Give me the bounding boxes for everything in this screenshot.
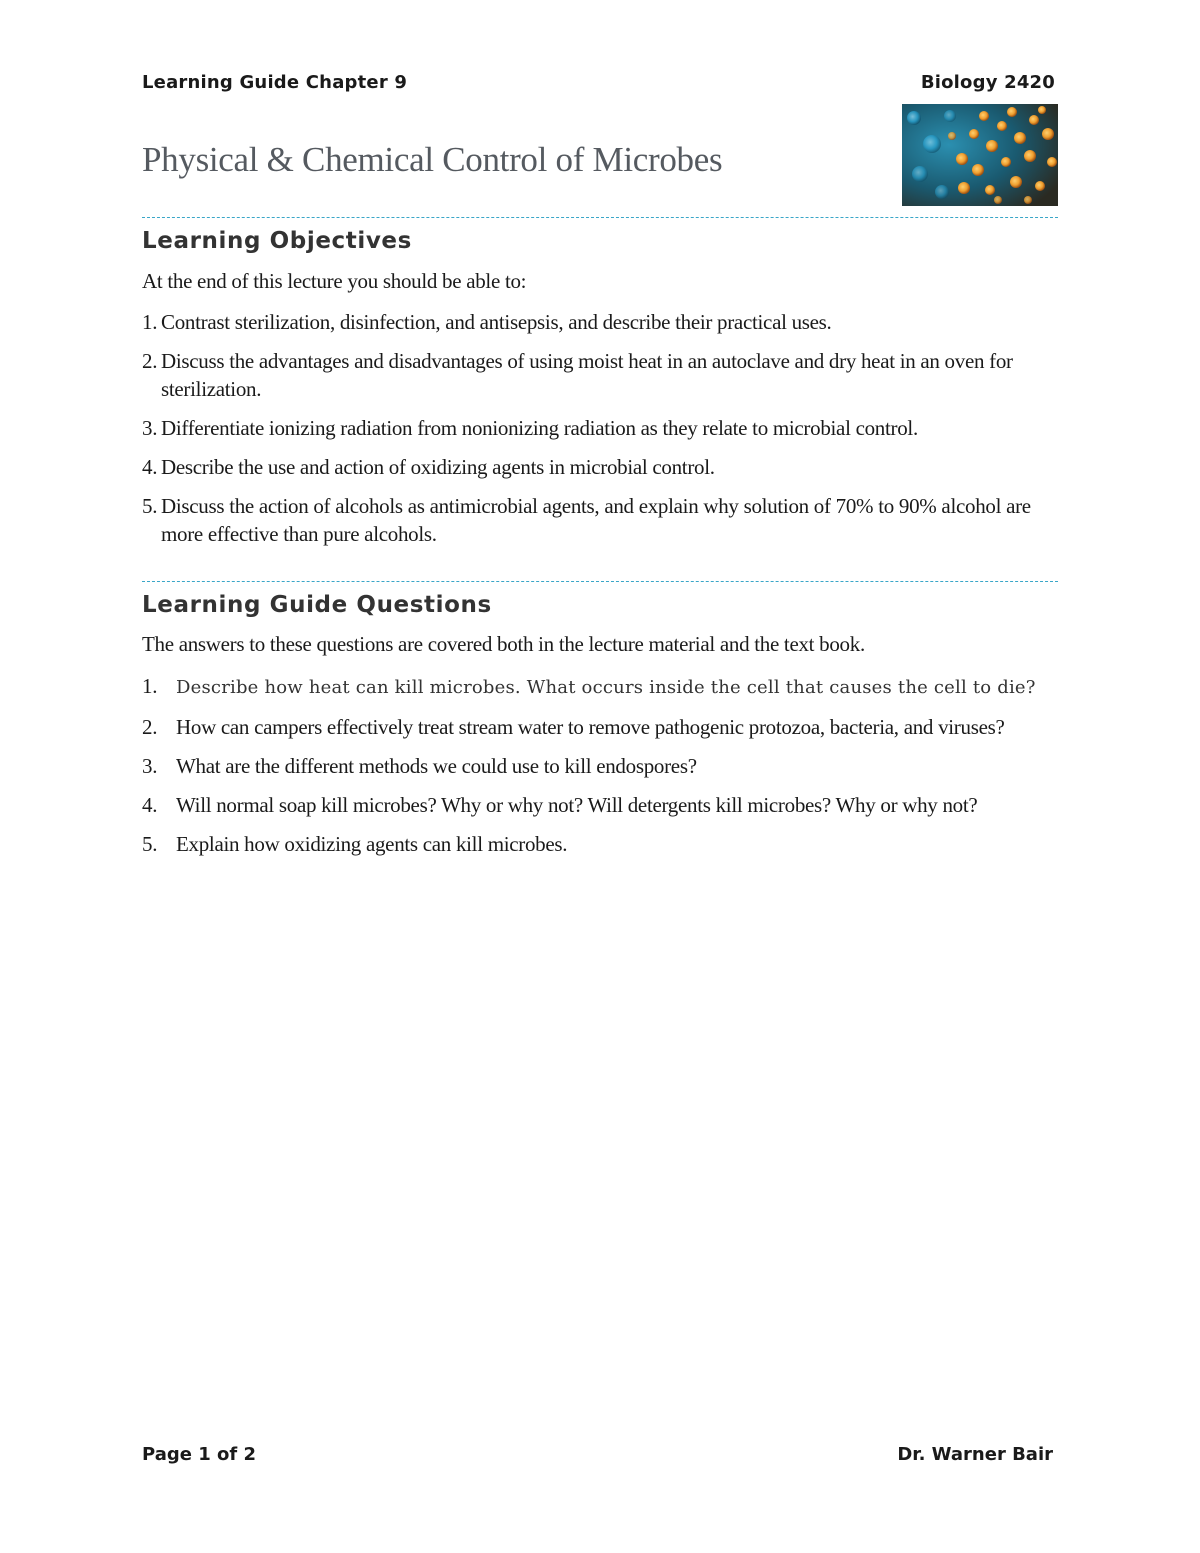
list-item bbox=[142, 713, 1060, 741]
item-number: 3. bbox=[142, 754, 158, 778]
objectives-heading: Learning Objectives bbox=[142, 228, 412, 254]
item-number: 2. bbox=[142, 715, 158, 739]
section-divider bbox=[142, 581, 1058, 582]
list-item bbox=[142, 492, 1062, 548]
item-text: Describe the use and action of oxidizing agents in microbial control. bbox=[161, 455, 715, 479]
list-item bbox=[142, 791, 1060, 819]
item-text: Differentiate ionizing radiation from nonionizing radiation as they relate to microbial control. bbox=[161, 416, 918, 440]
document-title: Physical & Chemical Control of Microbes bbox=[142, 140, 723, 179]
item-number: 1. bbox=[142, 674, 158, 698]
questions-intro: The answers to these questions are covered both in the lecture material and the text book. bbox=[142, 632, 865, 656]
list-item bbox=[142, 414, 1062, 442]
header-chapter: Learning Guide Chapter 9 bbox=[142, 72, 408, 93]
list-item bbox=[142, 830, 1060, 858]
item-number: 5. bbox=[142, 494, 158, 518]
microbes-photo bbox=[902, 104, 1058, 206]
list-item bbox=[142, 752, 1060, 780]
item-text: Explain how oxidizing agents can kill microbes. bbox=[176, 832, 568, 856]
questions-heading: Learning Guide Questions bbox=[142, 592, 492, 618]
item-text: Discuss the action of alcohols as antimicrobial agents, and explain why solution of 70% to 90% alcohol are more effective than pure alcohols. bbox=[161, 494, 1031, 546]
item-text: Discuss the advantages and disadvantages of using moist heat in an autoclave and dry heat in an oven for sterilization. bbox=[161, 349, 1013, 401]
item-text: How can campers effectively treat stream water to remove pathogenic protozoa, bacteria, and viruses? bbox=[176, 715, 1005, 739]
item-text: Contrast sterilization, disinfection, and antisepsis, and describe their practical uses. bbox=[161, 310, 832, 334]
item-number: 3. bbox=[142, 416, 158, 440]
item-number: 4. bbox=[142, 793, 158, 817]
objectives-intro: At the end of this lecture you should be able to: bbox=[142, 269, 527, 293]
item-number: 5. bbox=[142, 832, 158, 856]
list-item bbox=[142, 347, 1062, 403]
questions-list bbox=[142, 672, 1060, 869]
section-divider bbox=[142, 217, 1058, 218]
item-text: What are the different methods we could use to kill endospores? bbox=[176, 754, 697, 778]
item-number: 2. bbox=[142, 349, 158, 373]
item-text: Describe how heat can kill microbes. What occurs inside the cell that causes the cell to die? bbox=[176, 677, 1036, 698]
list-item bbox=[142, 453, 1062, 481]
objectives-list bbox=[142, 308, 1062, 559]
page-number: Page 1 of 2 bbox=[142, 1444, 256, 1465]
header-course: Biology 2420 bbox=[920, 72, 1055, 93]
author-name: Dr. Warner Bair bbox=[897, 1444, 1053, 1465]
list-item bbox=[142, 308, 1062, 336]
list-item bbox=[142, 672, 1060, 702]
item-number: 1. bbox=[142, 310, 158, 334]
item-number: 4. bbox=[142, 455, 158, 479]
item-text: Will normal soap kill microbes? Why or why not? Will detergents kill microbes? Why or why not? bbox=[176, 793, 978, 817]
